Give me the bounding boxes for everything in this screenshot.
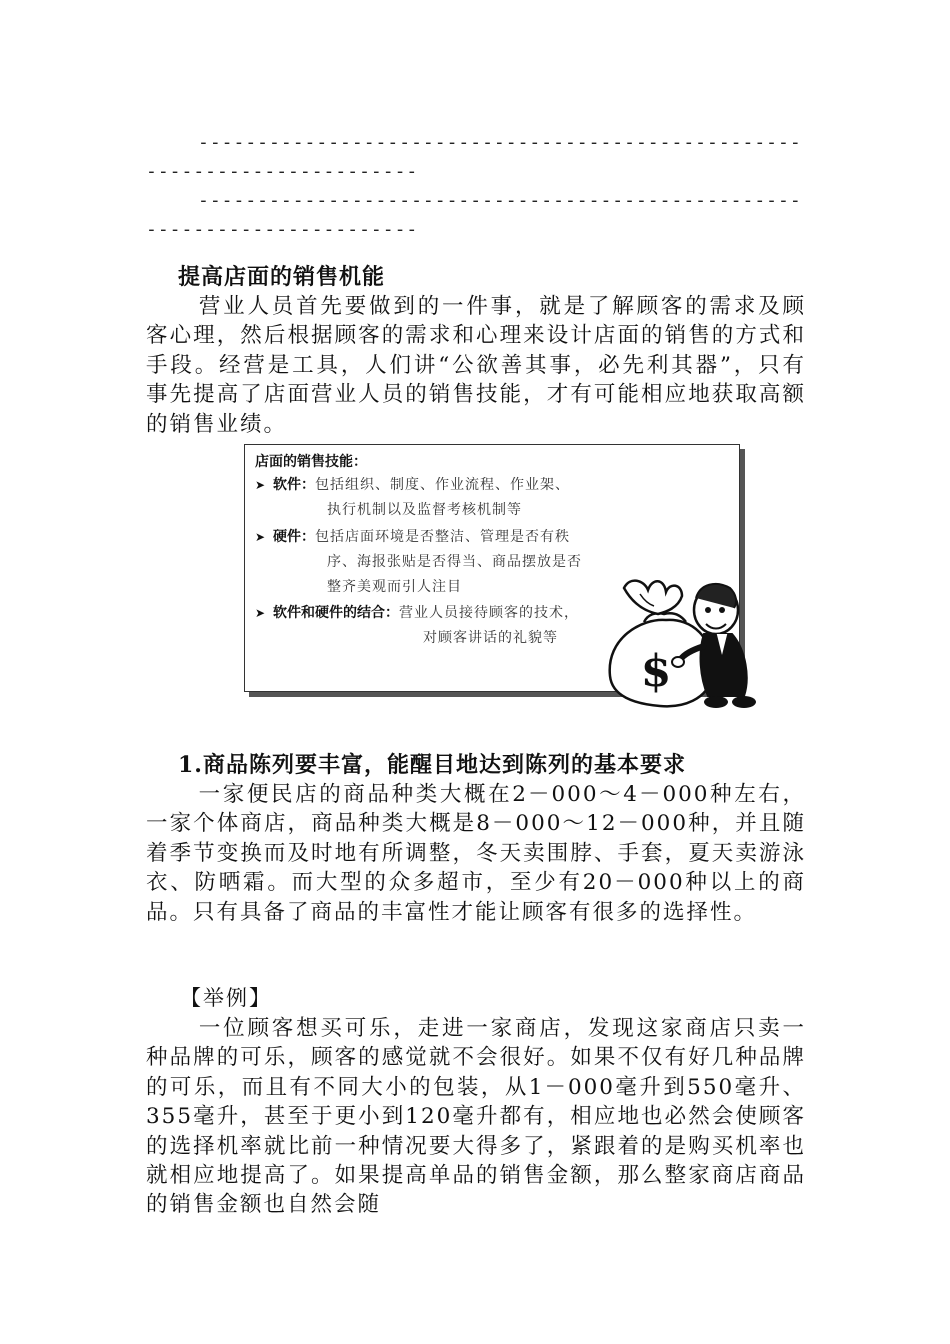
money-bag-illustration (604, 568, 760, 718)
callout-item-hardware-cont-1: 序、海报张贴是否得当、商品摆放是否 (327, 554, 582, 570)
section-heading: 提高店面的销售机能 (178, 264, 386, 290)
callout-item-hardware: ➤ 硬件：包括店面环境是否整洁、管理是否有秩 (255, 525, 570, 550)
arrow-bullet-icon: ➤ (255, 606, 266, 620)
callout-item-software: ➤ 软件：包括组织、制度、作业流程、作业架、 (255, 473, 570, 498)
section-heading-1: 1.商品陈列要丰富，能醒目地达到陈列的基本要求 (178, 752, 686, 778)
separator-line-2: -------------------------------------------------------------------------- (146, 190, 802, 240)
separator-line-1: -------------------------------------------------------------------------- (146, 132, 802, 182)
intro-paragraph: 营业人员首先要做到的一件事，就是了解顾客的需求及顾客心理，然后根据顾客的需求和心理来设计店面的销售的方式和手段。经营是工具，人们讲“公欲善其事，必先利其器”，只有事先提高了店面营业人员的销售技能，才有可能相应地获取高额的销售业绩。 (146, 294, 806, 437)
callout-item-software-cont: 执行机制以及监督考核机制等 (327, 502, 522, 518)
example-label: 【举例】 (180, 986, 272, 1010)
arrow-bullet-icon: ➤ (255, 478, 266, 492)
svg-text:$: $ (640, 646, 672, 697)
callout-title: 店面的销售技能： (255, 454, 367, 470)
callout-item-hardware-cont-2: 整齐美观而引人注目 (327, 579, 462, 595)
callout-item-combined-cont: 对顾客讲话的礼貌等 (423, 630, 558, 646)
variety-paragraph: 一家便民店的商品种类大概在2－000～4－000种左右，一家个体商店，商品种类大概是8－000～12－000种，并且随着季节变换而及时地有所调整，冬天卖围脖、手套，夏天卖游泳衣、防晒霜。而大型的众多超市，至少有20－000种以上的商品。只有具备了商品的丰富性才能让顾客有很多的选择性。 (146, 782, 806, 925)
arrow-bullet-icon: ➤ (255, 530, 266, 544)
example-paragraph: 一位顾客想买可乐，走进一家商店，发现这家商店只卖一种品牌的可乐，顾客的感觉就不会很好。如果不仅有好几种品牌的可乐，而且有不同大小的包装，从1－000毫升到550毫升、355毫升，甚至于更小到120毫升都有，相应地也必然会使顾客的选择机率就比前一种情况要大得多了，紧跟着的是购买机率也就相应地提高了。如果提高单品的销售金额，那么整家商店商品的销售金额也自然会随 (146, 1016, 806, 1218)
callout-item-combined: ➤ 软件和硬件的结合：营业人员接待顾客的技术， (255, 601, 579, 626)
